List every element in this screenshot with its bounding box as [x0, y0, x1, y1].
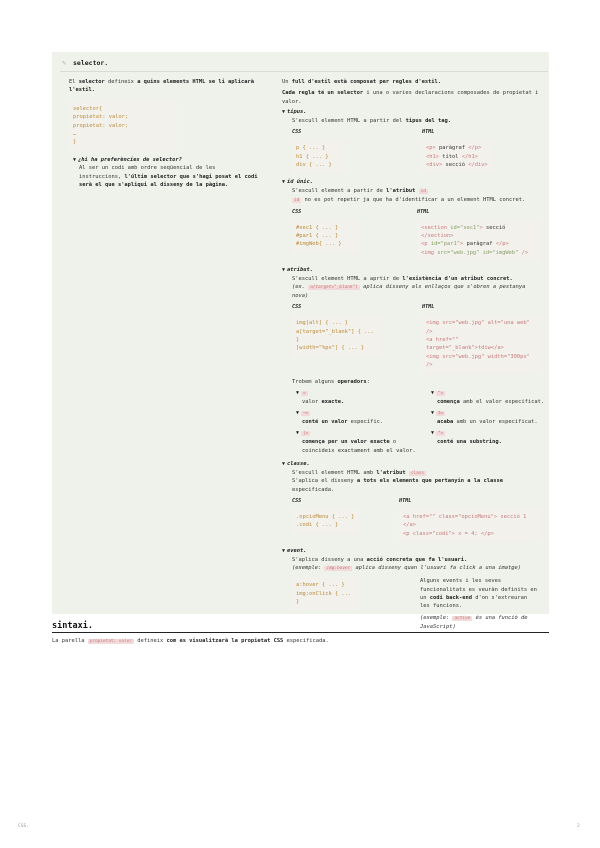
code-line: p { ... } — [296, 145, 326, 152]
code-line: <a href="" target="_blank">tdiw</a> — [426, 337, 504, 352]
triangle-down-icon: ▼ — [282, 548, 286, 555]
id-desc-2: id no es pot repetir ja que ha d'identificar a un element HTML concret. — [294, 196, 526, 203]
code-line: a[target="_blank"] { ... } — [296, 328, 374, 344]
tipus-toggle[interactable]: ▼ tipus. — [282, 109, 307, 116]
atribut-desc: S'escull element HTML a aprtir de l'existència d'un atribut concret. — [292, 275, 513, 282]
code-line: a:hover { ... } — [296, 582, 345, 589]
code-line: img:onClick { ... } — [296, 590, 352, 605]
code-line: #imgWeb{ ... } — [296, 241, 342, 248]
sintaxi-title: sintaxi. — [52, 621, 93, 631]
event-examples — [292, 577, 544, 631]
tipus-css-code — [292, 140, 345, 173]
selector-code-block — [69, 101, 177, 151]
tipus-examples — [292, 129, 544, 173]
event-toggle[interactable]: ▼ event. — [282, 548, 307, 555]
triangle-down-icon: ▼ — [282, 460, 286, 467]
tipus-html-code — [422, 140, 494, 173]
code-line: … — [73, 130, 77, 137]
classe-css-code — [292, 509, 360, 534]
operator-contains-word[interactable]: ▼ ~= conté un valor específic. — [296, 410, 384, 425]
code-line: h1 { ... } — [296, 153, 329, 160]
left-column — [69, 78, 269, 190]
code-line: <img src="web.jpg" alt="una web" /> — [426, 320, 530, 335]
html-header: HTML — [399, 498, 412, 505]
preference-text: Al ser un codi amb ordre seqüencial de les instruccions, l'últim selector que s'hagi posat el codi serà el que s'apliqui al disseny de la pàgina. — [79, 165, 258, 189]
event-desc: S'aplica disseny a una acció concreta que fa l'usuari. — [292, 556, 468, 563]
html-header: HTML — [422, 304, 435, 311]
id-desc: S'escull element a partir de l'atribut id — [292, 188, 426, 195]
code-line: <div> secció </div> — [426, 161, 488, 168]
code-line: .opcioMenu { ... } — [296, 514, 355, 521]
classe-toggle[interactable]: ▼ classe. — [282, 460, 310, 467]
atribut-toggle[interactable]: ▼ atribut. — [282, 267, 313, 274]
code-line: propietat: valor; — [73, 122, 129, 129]
code-line: div { ... } — [296, 161, 332, 168]
id-examples — [292, 209, 544, 261]
css-header: CSS — [292, 129, 302, 136]
classe-desc: S'escull element HTML amb l'atribut class — [292, 469, 425, 476]
triangle-down-icon: ▼ — [282, 267, 286, 274]
selector-intro: El selector defineix a quins elements HTML se li aplicarà l'estil. — [69, 79, 255, 94]
tipus-desc: S'escull element HTML a partir del tipus del tag. — [292, 117, 452, 124]
code-line: #par1 { ... } — [296, 232, 339, 239]
code-line: img[alt] { ... } — [296, 320, 348, 327]
code-line: <a href="" class="opcioMenu"> secció 1 </a> — [403, 514, 527, 529]
section-title: selector. — [73, 59, 109, 67]
code-line: <section id="sec1"> secció </section> — [421, 224, 506, 239]
event-css-code — [292, 577, 360, 610]
html-header: HTML — [422, 129, 435, 136]
operator-starts[interactable]: ▼ ^= comença amb el valor especificat. — [431, 389, 545, 405]
code-line: <p> paràgraf </p> — [426, 145, 482, 152]
footer-label: CSS. — [18, 824, 30, 829]
right-column — [282, 78, 544, 631]
atribut-html-code — [422, 315, 542, 373]
classe-examples — [292, 498, 544, 542]
operator-prefix[interactable]: ▼ |= comença per un valor exacte o coincideix exactament amb el valor. — [296, 430, 416, 454]
code-line: selector{ — [73, 105, 103, 112]
triangle-down-icon: ▼ — [282, 179, 286, 186]
code-line: <p id="par1"> paràgraf </p> — [421, 241, 509, 248]
triangle-down-icon: ▼ — [282, 109, 286, 116]
operator-substring[interactable]: ▼ *= conté una substring. — [431, 430, 502, 446]
code-line: <p class="codi"> x = 4; </p> — [403, 530, 494, 537]
leaf-icon: ✎ — [62, 58, 67, 67]
classe-html-code — [399, 509, 542, 542]
sintaxi-text: La parella propietat: valor defineix com es visualitzarà la propietat CSS especificada. — [52, 638, 329, 644]
css-header: CSS — [292, 208, 302, 215]
sintaxi-divider — [52, 632, 549, 633]
operators-intro: Trobem alguns operadors: — [292, 378, 370, 385]
id-css-code — [292, 220, 360, 253]
operator-ends[interactable]: ▼ $= acaba amb un valor especificat. — [431, 410, 538, 425]
code-line: <h1> títol </h1> — [426, 153, 478, 160]
page-number: 2 — [577, 824, 580, 829]
css-header: CSS — [292, 498, 302, 505]
code-line: #sec1 { ... } — [296, 224, 339, 231]
section-divider — [60, 71, 548, 72]
id-chip: id — [420, 189, 426, 195]
rules-intro: Un full d'estil està composat per regles d'estil. — [282, 79, 442, 85]
event-note: Alguns events i les seves funcionalitats es veuràn definits en un codi back-end d'on s'extreuran les funcions. (exemple: active és una funció de JavaScript) — [420, 578, 537, 630]
atribut-example: (ex. a[target="_blank"] aplica disseny als enllaços que s'obren a pestanya nova) — [292, 284, 526, 300]
id-toggle[interactable]: ▼ id únic. — [282, 179, 313, 186]
rule-description: Cada regla té un selector i una o varies declaracions composades de propietat i valor. — [282, 90, 539, 105]
code-line: } — [73, 139, 77, 146]
classe-desc-2: S'aplica el disseny a tots els elements que pertanyin a la classe especificada. — [292, 478, 503, 493]
atribut-examples — [292, 304, 544, 373]
event-example: (exemple: img:hover aplica disseny quan l'usuari fa click a una imatge) — [292, 565, 522, 572]
code-line: <img src="web.jpg" id="imgWeb" /> — [421, 249, 529, 256]
code-line: [width="%px"] { ... } — [296, 345, 365, 352]
operators-grid — [296, 389, 544, 455]
code-line: .codi { ... } — [296, 522, 339, 529]
code-line: propietat: valor; — [73, 114, 129, 121]
operator-equals[interactable]: ▼ = valor exacte. — [296, 389, 345, 405]
atribut-css-code — [292, 315, 382, 357]
css-header: CSS — [292, 304, 302, 311]
section-heading — [62, 58, 108, 68]
html-header: HTML — [417, 208, 430, 215]
code-line: <img src="web.jpg" width="300px" /> — [426, 353, 530, 369]
triangle-down-icon: ▼ — [73, 156, 77, 163]
id-html-code — [417, 220, 540, 262]
preference-toggle[interactable]: ▼ ¿hi ha preferències de selector? — [73, 156, 182, 163]
